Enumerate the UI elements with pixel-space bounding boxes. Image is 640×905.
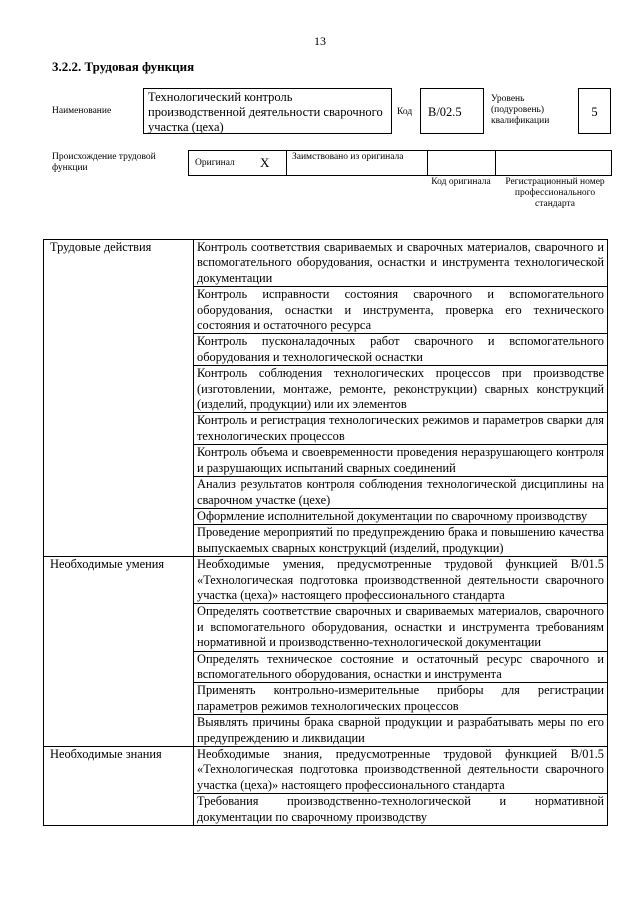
list-item: Контроль и регистрация технологических режимов и параметров сварки для технологических процессов xyxy=(194,413,608,445)
level-label: Уровень (подуровень) квалификации xyxy=(491,94,550,126)
original-label: Оригинал xyxy=(195,158,235,168)
list-item: Требования производственно-технологической и нормативной документации по сварочному производству xyxy=(194,794,608,826)
code-label: Код xyxy=(397,107,413,117)
level-value: 5 xyxy=(578,88,611,134)
origin-label: Происхождение трудовой функции xyxy=(52,152,156,173)
table-row xyxy=(44,557,608,604)
list-item: Оформление исполнительной документации по сварочному производству xyxy=(194,508,608,524)
list-item: Определять техническое состояние и остаточный ресурс сварочного и вспомогательного оборудования, оснастки и инструмента xyxy=(194,651,608,683)
name-label: Наименование xyxy=(52,106,112,116)
name-value: Технологический контроль производственной деятельности сварочного участка (цеха) xyxy=(143,88,392,134)
reg-number-caption: Регистрационный номер профессионального стандарта xyxy=(505,177,605,209)
list-item: Проведение мероприятий по предупреждению брака и повышению качества выпускаемых сварных конструкций (изделий, продукции) xyxy=(194,525,608,557)
divider xyxy=(427,151,428,175)
original-mark: X xyxy=(260,155,270,170)
list-item: Выявлять причины брака сварной продукции и разрабатывать меры по его предупреждению и ликвидации xyxy=(194,715,608,747)
row-label-knowledge: Необходимые знания xyxy=(44,747,194,826)
list-item: Применять контрольно-измерительные приборы для регистрации параметров режимов технологических процессов xyxy=(194,683,608,715)
page-number: 13 xyxy=(314,34,326,48)
list-item: Контроль соответствия свариваемых и сварочных материалов, сварочного и вспомогательного оборудования, оснастки и инструмента технологической документации xyxy=(194,240,608,287)
list-item: Контроль соблюдения технологических процессов при производстве (изготовлении, монтаже, ремонте, реконструкции) сварных конструкций (изделий, продукции) или их элементов xyxy=(194,366,608,413)
function-table xyxy=(43,239,608,826)
table-row xyxy=(44,240,608,287)
list-item: Контроль объема и своевременности проведения неразрушающего контроля и разрушающих испытаний сварных соединений xyxy=(194,445,608,477)
borrowed-label: Заимствовано из оригинала xyxy=(292,152,404,162)
list-item: Контроль пусконаладочных работ сварочного и вспомогательного оборудования и технологической оснастки xyxy=(194,334,608,366)
code-value: В/02.5 xyxy=(420,88,484,134)
row-label-actions: Трудовые действия xyxy=(44,240,194,557)
list-item: Контроль исправности состояния сварочного и вспомогательного оборудования, оснастки и инструмента, проверка его технического состояния и остаточного ресурса xyxy=(194,287,608,334)
list-item: Необходимые знания, предусмотренные трудовой функцией В/01.5 «Технологическая подготовка производственной деятельности сварочного участка (цеха)» настоящего профессионального стандарта xyxy=(194,747,608,794)
code-original-caption: Код оригинала xyxy=(431,177,491,187)
divider xyxy=(286,151,287,175)
row-label-skills: Необходимые умения xyxy=(44,557,194,747)
list-item: Необходимые умения, предусмотренные трудовой функцией В/01.5 «Технологическая подготовка производственной деятельности сварочного участка (цеха)» настоящего профессионального стандарта xyxy=(194,557,608,604)
section-title: 3.2.2. Трудовая функция xyxy=(52,59,195,74)
table-row xyxy=(44,747,608,794)
origin-table xyxy=(188,150,612,176)
divider xyxy=(495,151,496,175)
list-item: Определять соответствие сварочных и свариваемых материалов, сварочного и вспомогательного оборудования, оснастки и инструмента требованиям нормативной и производственно-технологической документации xyxy=(194,604,608,651)
list-item: Анализ результатов контроля соблюдения технологической дисциплины на сварочном участке (цехе) xyxy=(194,477,608,509)
